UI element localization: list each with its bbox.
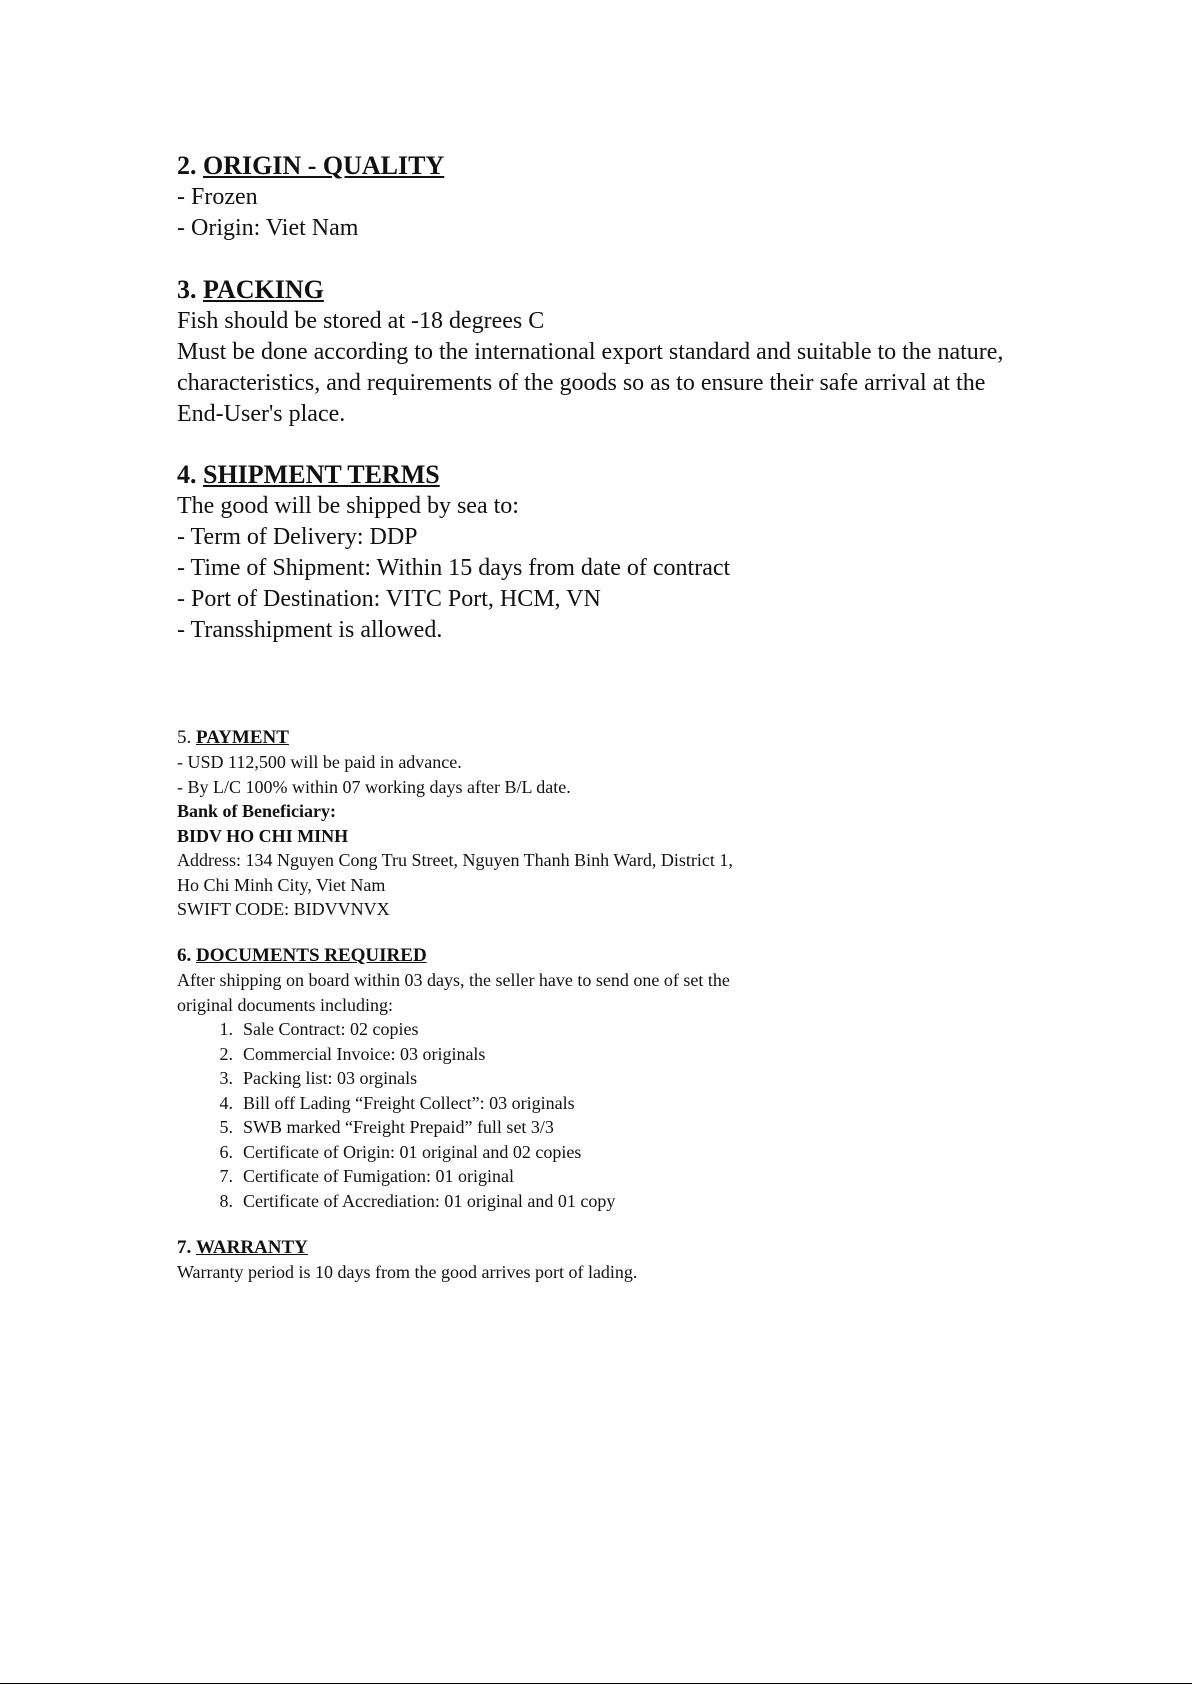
list-item (207, 1042, 730, 1067)
list-item (207, 1164, 730, 1189)
section-title: DOCUMENTS REQUIRED (196, 945, 427, 966)
section-origin-quality (177, 150, 444, 244)
list-item (207, 1066, 730, 1091)
section-number: 6. (177, 945, 192, 966)
section-title: ORIGIN - QUALITY (203, 151, 445, 180)
text-line: After shipping on board within 03 days, the seller have to send one of set the (177, 970, 730, 990)
text-line: - Term of Delivery: DDP (177, 524, 418, 550)
section-number: 3. (177, 275, 197, 304)
section-heading (177, 274, 1027, 306)
section-payment (177, 726, 733, 922)
list-number: 5. (219, 1117, 233, 1137)
packing-paragraph: Must be done according to the international export standard and suitable to the nature, characteristics, and requirements of the goods so as to ensure their safe arrival at the End-User's place. (177, 339, 1004, 427)
swift-code: SWIFT CODE: BIDVVNVX (177, 899, 390, 919)
bank-address: Address: 134 Nguyen Cong Tru Street, Nguyen Thanh Binh Ward, District 1, (177, 850, 733, 870)
bank-label: Bank of Beneficiary: (177, 801, 336, 821)
section-documents-required (177, 944, 730, 1213)
text-line: - Origin: Viet Nam (177, 215, 359, 241)
section-title: SHIPMENT TERMS (203, 460, 440, 489)
list-text: Commercial Invoice: 03 originals (243, 1043, 486, 1064)
list-text: Packing list: 03 orginals (243, 1068, 418, 1088)
section-title: PAYMENT (196, 727, 289, 748)
list-item (207, 1091, 730, 1116)
documents-list (177, 1017, 730, 1213)
section-title: WARRANTY (196, 1237, 308, 1258)
text-line: - Frozen (177, 184, 258, 210)
page-bottom-rule (0, 1683, 1192, 1684)
list-item (207, 1115, 730, 1140)
section-number: 2. (177, 151, 197, 180)
text-line: The good will be shipped by sea to: (177, 493, 519, 519)
list-number: 7. (219, 1166, 233, 1186)
section-warranty (177, 1236, 637, 1285)
bank-address: Ho Chi Minh City, Viet Nam (177, 874, 386, 895)
section-shipment-terms (177, 459, 730, 646)
text-line: original documents including: (177, 994, 393, 1015)
section-number: 7. (177, 1237, 192, 1258)
list-item (207, 1189, 730, 1214)
list-text: Certificate of Accrediation: 01 original and 01 copy (243, 1190, 616, 1211)
text-line: - Transshipment is allowed. (177, 617, 443, 643)
section-heading (177, 726, 733, 750)
list-text: SWB marked “Freight Prepaid” full set 3/3 (243, 1117, 554, 1137)
section-number: 4. (177, 460, 197, 489)
list-text: Sale Contract: 02 copies (243, 1019, 419, 1039)
list-number: 2. (219, 1043, 233, 1064)
text-line: - By L/C 100% within 07 working days after B/L date. (177, 776, 571, 797)
section-heading (177, 1236, 637, 1260)
bank-name: BIDV HO CHI MINH (177, 825, 349, 846)
list-number: 1. (219, 1019, 233, 1039)
section-heading (177, 150, 444, 182)
section-heading (177, 944, 730, 968)
list-number: 8. (219, 1190, 233, 1211)
list-number: 4. (219, 1092, 233, 1113)
list-item (207, 1140, 730, 1165)
text-line: - Port of Destination: VITC Port, HCM, VN (177, 586, 601, 612)
section-packing (177, 274, 1027, 430)
list-number: 3. (219, 1068, 233, 1088)
text-line: - Time of Shipment: Within 15 days from date of contract (177, 555, 731, 581)
section-heading (177, 459, 730, 491)
list-number: 6. (219, 1141, 233, 1162)
section-number: 5. (177, 727, 192, 748)
text-line: - USD 112,500 will be paid in advance. (177, 752, 462, 772)
text-line: Fish should be stored at -18 degrees C (177, 308, 545, 334)
list-item (207, 1017, 730, 1042)
list-text: Certificate of Fumigation: 01 original (243, 1166, 514, 1186)
list-text: Certificate of Origin: 01 original and 02 copies (243, 1141, 582, 1162)
section-title: PACKING (203, 275, 324, 304)
list-text: Bill off Lading “Freight Collect”: 03 originals (243, 1092, 575, 1113)
text-line: Warranty period is 10 days from the good arrives port of lading. (177, 1262, 638, 1282)
